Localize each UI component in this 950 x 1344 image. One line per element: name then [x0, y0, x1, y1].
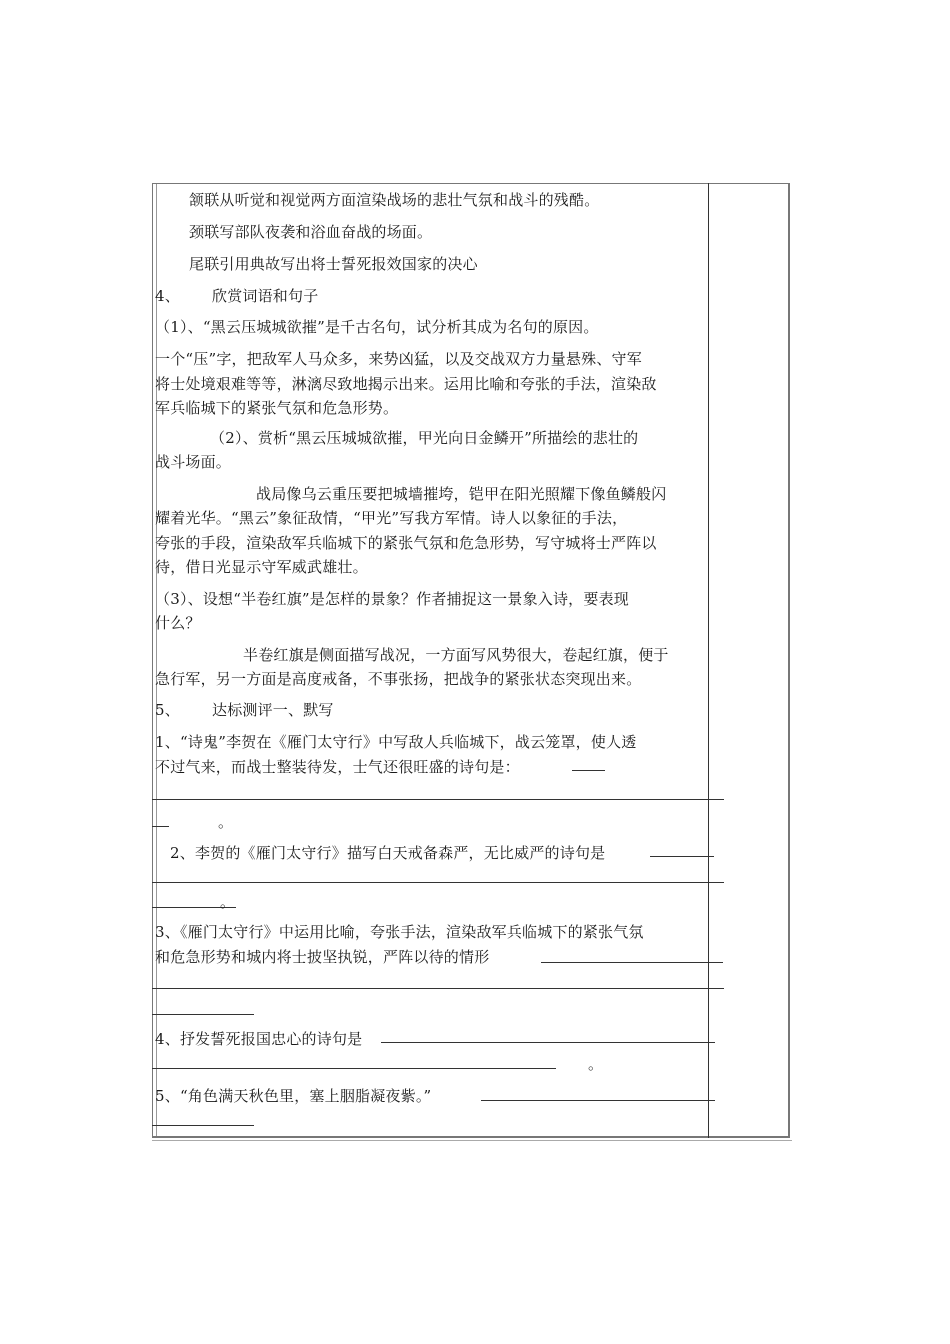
- question-text: 什么？: [155, 614, 201, 632]
- question-text: （3）、设想“半卷红旗”是怎样的景象？作者捕捉这一景象入诗，要表现: [155, 590, 629, 608]
- answer-blank: [152, 1125, 254, 1126]
- exercise-text: 1、“诗鬼”李贺在《雁门太守行》中写敌人兵临城下，战云笼罩，使人透: [155, 733, 637, 751]
- exercise-text: 5、“角色满天秋色里，塞上胭脂凝夜紫。”: [155, 1087, 432, 1105]
- column-divider: [708, 183, 709, 1138]
- answer-blank: [152, 988, 724, 989]
- answer-text: 急行军，另一方面是高度戒备，不事张扬，把战争的紧张状态突现出来。: [155, 670, 642, 688]
- text-line: 颔联从听觉和视觉两方面渲染战场的悲壮气氛和战斗的残酷。: [189, 191, 600, 209]
- text-line: 尾联引用典故写出将士誓死报效国家的决心: [189, 255, 478, 273]
- end-mark: 。: [588, 1055, 604, 1073]
- answer-text: 耀着光华。“黑云”象征敌情，“甲光”写我方军情。诗人以象征的手法，: [155, 509, 628, 527]
- answer-blank: [152, 799, 724, 800]
- exercise-text: 不过气来，而战士整装待发，士气还很旺盛的诗句是：: [155, 758, 520, 776]
- end-mark: 。: [218, 813, 234, 831]
- answer-text: 夸张的手段，渲染敌军兵临城下的紧张气氛和危急形势，写守城将士严阵以: [155, 534, 657, 552]
- question-text: （1）、“黑云压城城欲摧”是千古名句，试分析其成为名句的原因。: [155, 318, 599, 336]
- text-line: 颈联写部队夜袭和浴血奋战的场面。: [189, 223, 433, 241]
- answer-blank: [650, 856, 714, 857]
- question-text: 战斗场面。: [155, 453, 232, 471]
- end-mark: 。: [220, 893, 236, 911]
- answer-text: 战局像乌云重压要把城墙摧垮，铠甲在阳光照耀下像鱼鳞般闪: [256, 485, 667, 503]
- section-number: 5、: [155, 701, 180, 719]
- answer-blank: [152, 882, 724, 883]
- exercise-text: 2、李贺的《雁门太守行》描写白天戒备森严，无比威严的诗句是: [170, 844, 606, 862]
- answer-blank: [152, 826, 169, 827]
- answer-blank: [572, 770, 605, 771]
- answer-text: 待，借日光显示守军威武雄壮。: [155, 558, 368, 576]
- exercise-text: 和危急形势和城内将士披坚执锐，严阵以待的情形: [155, 948, 490, 966]
- answer-text: 军兵临城下的紧张气氛和危急形势。: [155, 399, 399, 417]
- frame-shadow-line: [152, 1140, 792, 1141]
- exercise-text: 3、《雁门太守行》中运用比喻，夸张手法，渲染敌军兵临城下的紧张气氛: [155, 923, 644, 941]
- section-title: 达标测评一、默写: [212, 701, 334, 719]
- answer-blank: [152, 1014, 254, 1015]
- answer-text: 一个“压”字，把敌军人马众多，来势凶猛，以及交战双方力量悬殊、守军: [155, 350, 642, 368]
- answer-blank: [541, 962, 723, 963]
- answer-text: 将士处境艰难等等，淋漓尽致地揭示出来。运用比喻和夸张的手法，渲染敌: [155, 375, 657, 393]
- question-text: （2）、赏析“黑云压城城欲摧，甲光向日金鳞开”所描绘的悲壮的: [210, 429, 639, 447]
- answer-blank: [481, 1100, 715, 1101]
- section-number: 4、: [155, 287, 180, 305]
- section-title: 欣赏词语和句子: [212, 287, 319, 305]
- answer-blank: [152, 1068, 556, 1069]
- answer-text: 半卷红旗是侧面描写战况，一方面写风势很大，卷起红旗，便于: [243, 646, 669, 664]
- exercise-text: 4、抒发誓死报国忠心的诗句是: [155, 1030, 363, 1048]
- answer-blank: [381, 1042, 715, 1043]
